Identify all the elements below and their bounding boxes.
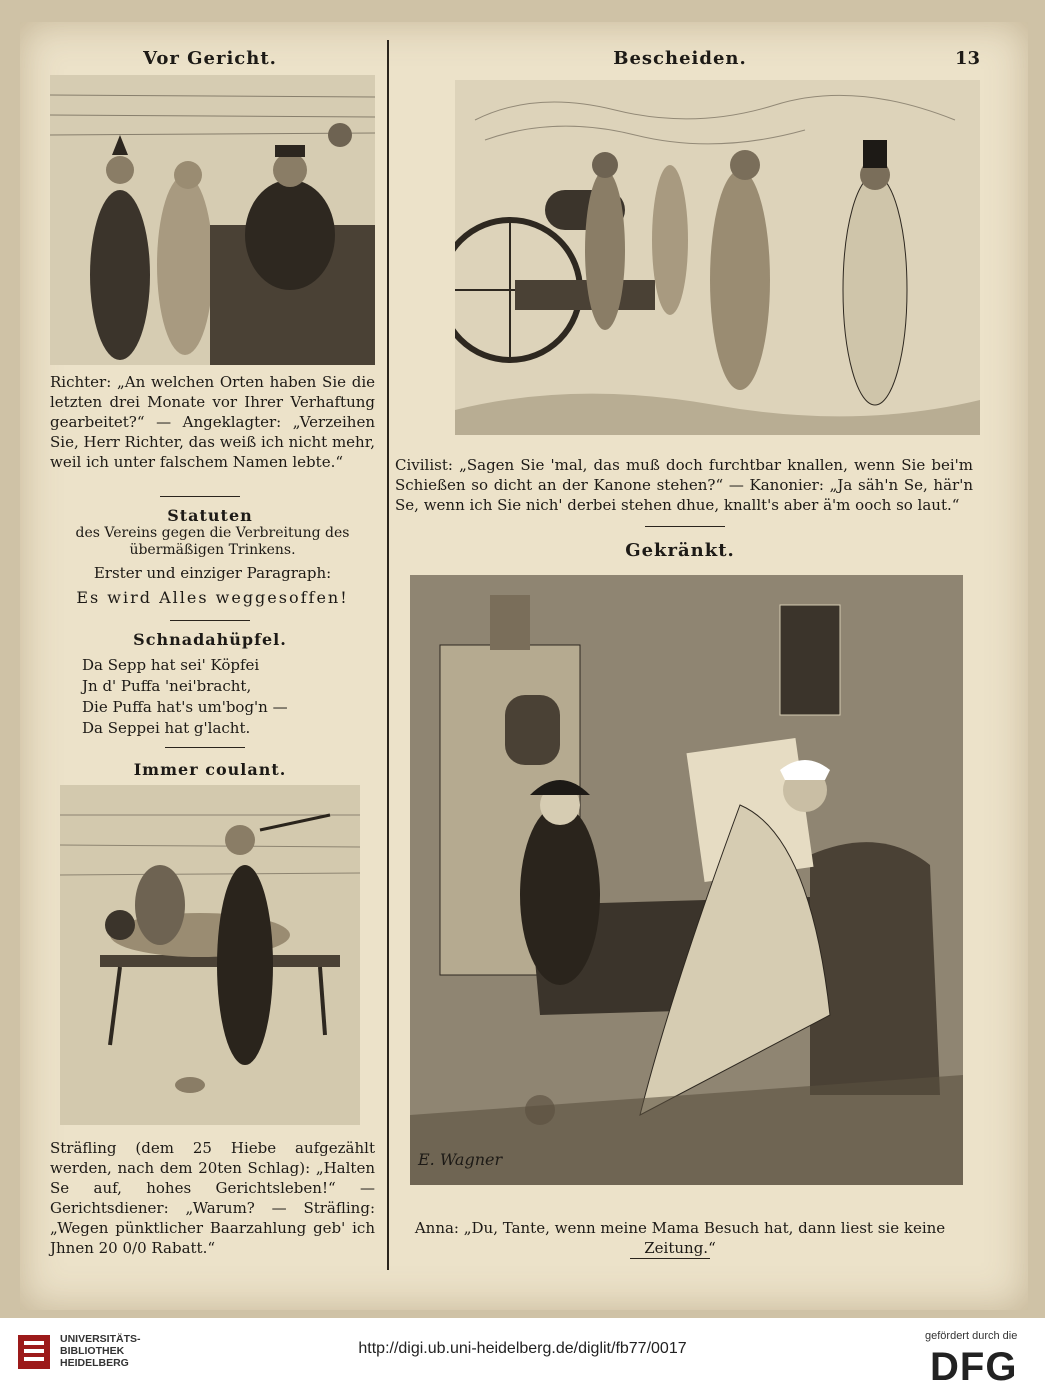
dfg-logo: DFG (930, 1345, 1018, 1389)
title-statuten: Statuten (167, 506, 253, 525)
title-immer-coulant: Immer coulant. (133, 760, 287, 779)
section-rule (630, 1258, 710, 1259)
text-gekraenkt: Anna: „Du, Tante, wenn meine Mama Besuch hat, dann liest sie keine Zeitung.“ (414, 1219, 946, 1257)
poem-line: Da Sepp hat sei' Köpfei (82, 656, 260, 674)
page-number: 13 (955, 48, 981, 69)
section-rule (170, 620, 250, 621)
illustration-court (50, 75, 375, 365)
institution-line: BIBLIOTHEK (60, 1345, 125, 1357)
institution-line: UNIVERSITÄTS- (60, 1333, 141, 1345)
illustration-cannon (455, 80, 980, 435)
title-gekraenkt: Gekränkt. (625, 540, 735, 561)
statuten-subtitle: des Vereins gegen die Verbreitung des übermäßigen Trinkens. (75, 525, 350, 558)
section-rule (160, 496, 240, 497)
illustration-flogging (60, 785, 360, 1125)
poem-line: Jn d' Puffa 'nei'bracht, (82, 677, 252, 695)
poem-line: Da Seppei hat g'lacht. (82, 719, 251, 737)
text-bescheiden: Civilist: „Sagen Sie 'mal, das muß doch furchtbar knallen, wenn Sie bei'm Schießen so dicht an der Kanone stehen?“ — Kanonier: „Ja säh'n Se, här'n Se, wenn ich Sie nich' derbei stehen dhue, knallt's aber ä'm ooch so laut.“ (395, 456, 973, 514)
funding-label: gefördert durch die (925, 1330, 1018, 1342)
illustration-parlor (410, 575, 963, 1185)
section-rule (165, 747, 245, 748)
institution-line: HEIDELBERG (60, 1357, 129, 1369)
statuten-paragraph-label: Erster und einziger Paragraph: (93, 564, 332, 582)
text-vor-gericht: Richter: „An welchen Orten haben Sie die letzten drei Monate vor Ihrer Verhaftung gearbeitet?“ — Angeklagter: „Verzeihen Sie, Herr Richter, das weiß ich nicht mehr, weil ich unter falschem Namen lebte.“ (50, 373, 375, 471)
illustration-signature: E. Wagner (418, 1150, 503, 1169)
title-vor-gericht: Vor Gericht. (143, 48, 277, 69)
statuten-paragraph-text: Es wird Alles weggesoffen! (76, 588, 349, 607)
column-divider (387, 40, 389, 1270)
section-rule (645, 526, 725, 527)
permalink-url[interactable]: http://digi.ub.uni-heidelberg.de/diglit/fb77/0017 (358, 1340, 687, 1357)
poem (82, 655, 382, 739)
text-immer-coulant: Sträfling (dem 25 Hiebe aufgezählt werden, nach dem 20ten Schlag): „Halten Se auf, hohes Gerichtsleben!“ — Gerichtsdiener: „Warum? — Sträfling: „Wegen pünktlicher Baarzahlung geb' ich Jhnen 20 0/0 Rabatt.“ (50, 1139, 375, 1257)
title-bescheiden: Bescheiden. (613, 48, 747, 69)
title-schnadahuepfel: Schnadahüpfel. (133, 630, 287, 649)
poem-line: Die Puffa hat's um'bog'n — (82, 698, 288, 716)
